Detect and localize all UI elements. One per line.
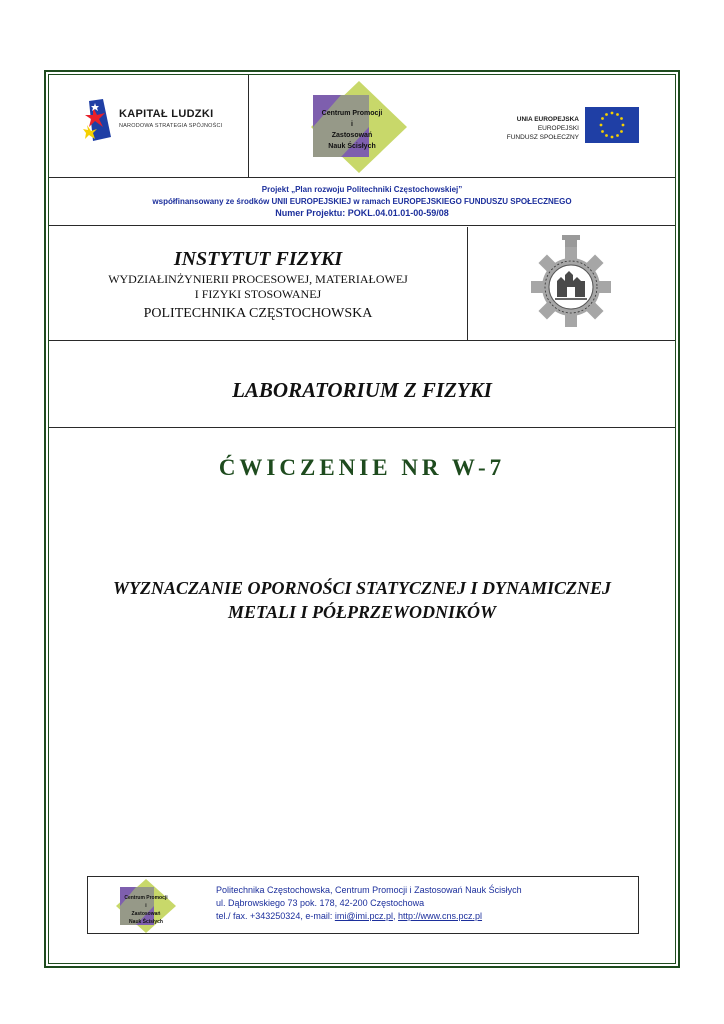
project-funding: współfinansowany ze środków UNII EUROPEJSKIEJ w ramach EUROPEJSKIEGO FUNDUSZU SPOŁECZNEGO (152, 197, 572, 206)
footer-website-link[interactable]: http://www.cns.pcz.pl (397, 911, 483, 921)
footer-contact-box (87, 876, 639, 934)
institute-divider (467, 227, 468, 341)
exercise-topic-line-2: METALI I PÓŁPRZEWODNIKÓW (227, 602, 497, 622)
eu-label-line-2: EUROPEJSKI (537, 125, 579, 132)
centrum-line-2: i (351, 121, 353, 128)
kapital-ludzki-subtitle: NARODOWA STRATEGIA SPÓJNOŚCI (119, 123, 223, 129)
institute-university: POLITECHNIKA CZĘSTOCHOWSKA (143, 306, 373, 321)
kapital-ludzki-title: KAPITAŁ LUDZKI (119, 108, 214, 120)
kapital-ludzki-logo-icon (83, 97, 117, 143)
centrum-line-4: Nauk Ścisłych (328, 143, 376, 150)
lab-title: LABORATORIUM Z FIZYKI (232, 378, 492, 402)
footer-logo-line-4: Nauk Ścisłych (129, 919, 163, 925)
project-number: Numer Projektu: POKL.04.01.01-00-59/08 (275, 208, 449, 218)
footer-address-line-2: ul. Dąbrowskiego 73 pok. 178, 42-200 Częstochowa (216, 898, 425, 908)
eu-label-line-1: UNIA EUROPEJSKA (516, 116, 579, 123)
footer-logo-line-1: Centrum Promocji (124, 895, 168, 901)
eu-flag-icon (585, 107, 639, 143)
project-info (49, 179, 675, 226)
footer-separator: , (392, 911, 398, 921)
institute-faculty-line-1: WYDZIAŁINŻYNIERII PROCESOWEJ, MATERIAŁOWEJ (108, 272, 408, 286)
centrum-line-1: Centrum Promocji (321, 110, 383, 117)
exercise-topic-line-1: WYZNACZANIE OPORNOŚCI STATYCZNEJ I DYNAMICZNEJ (112, 578, 612, 598)
politechnika-crest-icon (531, 235, 611, 327)
centrum-line-3: Zastosowań (331, 132, 373, 139)
footer-contact-line (216, 910, 522, 923)
exercise-title: ĆWICZENIE NR W-7 (218, 455, 506, 480)
project-title: Projekt „Plan rozwoju Politechniki Częstochowskiej” (261, 185, 463, 194)
footer-logo-line-3: Zastosowań (131, 911, 161, 917)
institute-faculty-line-2: I FIZYKI STOSOWANEJ (194, 287, 322, 301)
footer-address-line-1: Politechnika Częstochowska, Centrum Promocji i Zastosowań Nauk Ścisłych (216, 885, 522, 895)
footer-logo-text (118, 894, 174, 926)
institute-title: INSTYTUT FIZYKI (173, 248, 343, 270)
institute-header (49, 227, 675, 341)
lab-title-row (49, 342, 675, 428)
footer-logo-line-2: i (145, 903, 147, 909)
centrum-promocji-text (314, 108, 390, 152)
footer-contact-text (216, 884, 522, 923)
exercise-topic (49, 576, 675, 624)
centrum-promocji-logo (311, 81, 411, 173)
eu-label (447, 115, 579, 142)
eu-label-line-3: FUNDUSZ SPOŁECZNY (506, 134, 579, 141)
footer-phone: tel./ fax. +343250324, e-mail: (216, 911, 335, 921)
kapital-ludzki-logo (83, 97, 263, 147)
logo-row (49, 75, 675, 178)
footer-email-link[interactable]: imi@imi.pcz.pl (334, 911, 393, 921)
